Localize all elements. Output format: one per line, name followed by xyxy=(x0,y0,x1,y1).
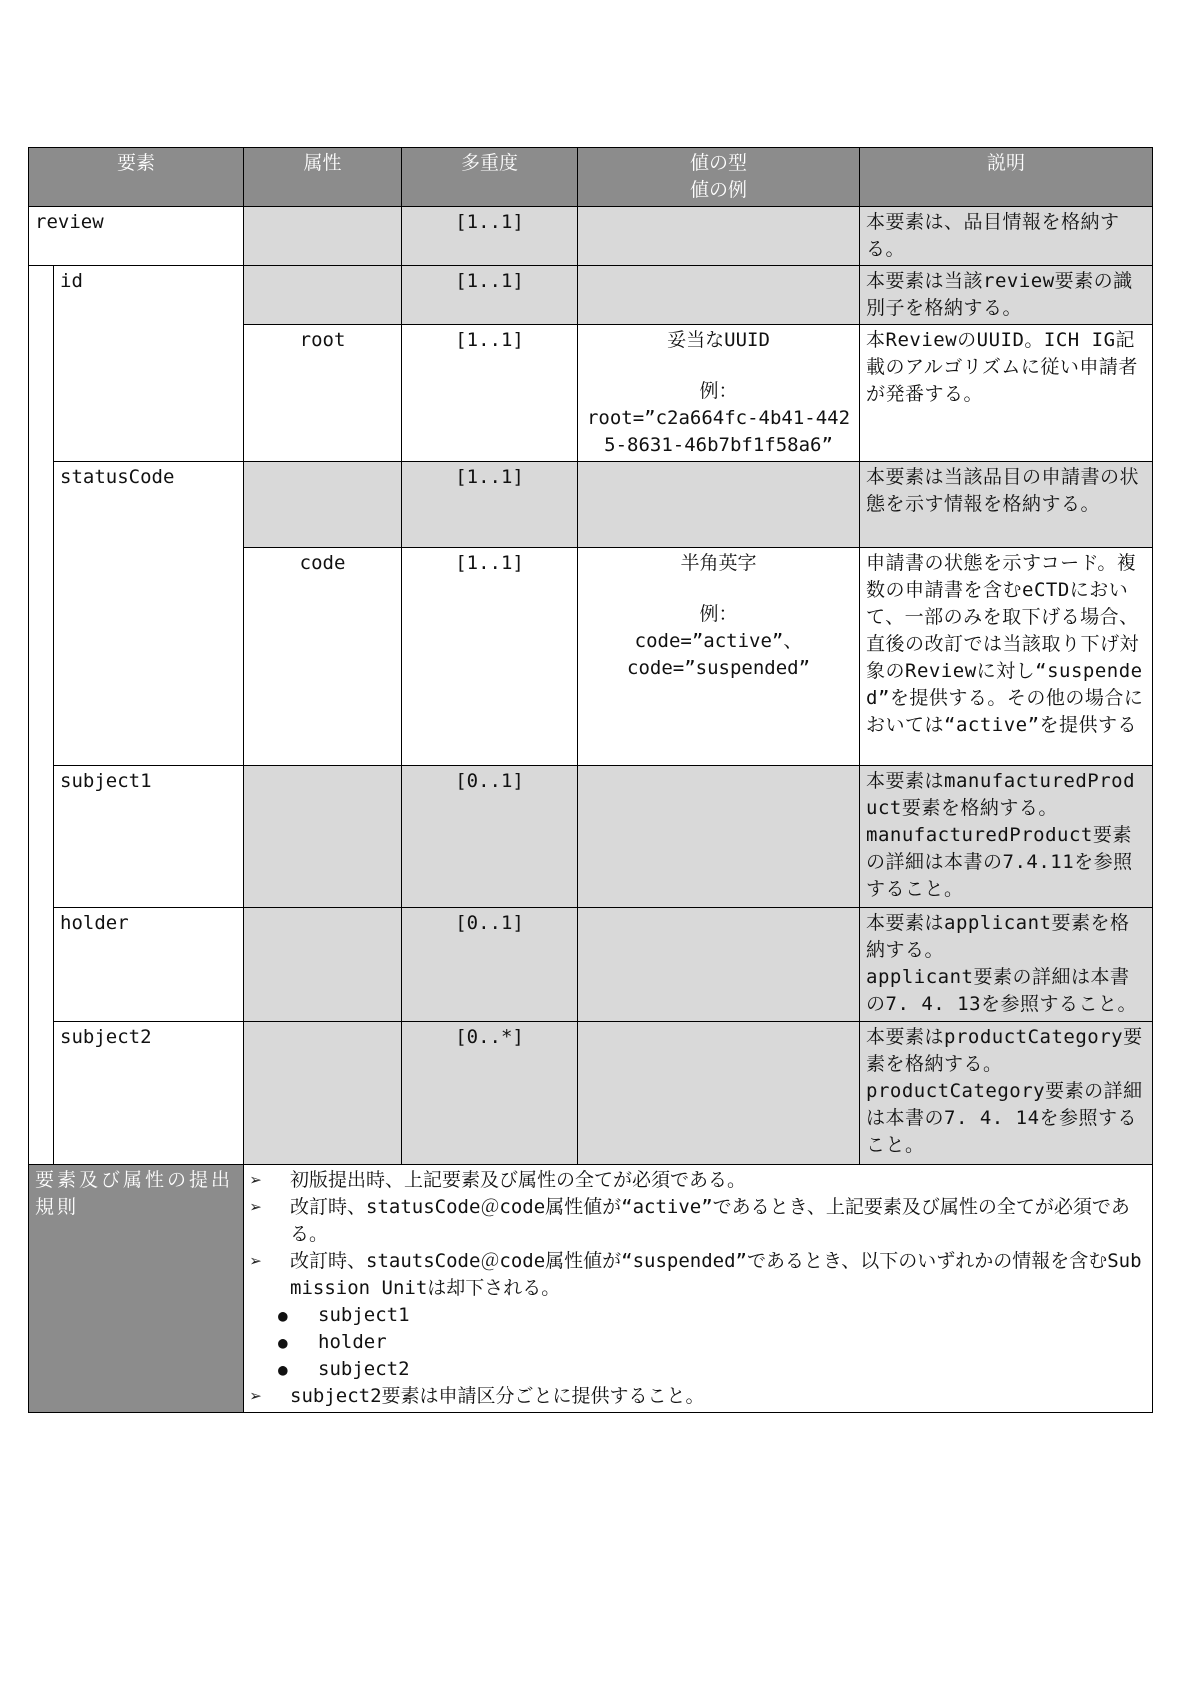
list-item xyxy=(250,1302,1146,1329)
table-row-subject1 xyxy=(29,766,1153,908)
dot-bullet-icon: ● xyxy=(278,1333,288,1352)
value-type-cell xyxy=(578,908,860,1022)
header-element: 要素 xyxy=(29,148,244,207)
header-value-type-label: 値の型 xyxy=(690,152,748,174)
table-row-id xyxy=(29,266,1153,325)
description-line: 本要素はproductCategory要素を格納する。 xyxy=(866,1026,1143,1075)
attribute-cell xyxy=(244,766,402,908)
table-row-rules xyxy=(29,1165,1153,1413)
description-cell xyxy=(860,908,1153,1022)
value-type-cell xyxy=(578,462,860,548)
indent-column xyxy=(29,266,54,1165)
description-line: manufacturedProduct要素の詳細は本書の7.4.11を参照すること。 xyxy=(866,824,1133,900)
arrow-bullet-icon: ➢ xyxy=(250,1384,263,1408)
attribute-cell xyxy=(244,462,402,548)
cardinality-cell: [1..1] xyxy=(402,266,578,325)
description-cell: 本要素は当該品目の申請書の状態を示す情報を格納する。 xyxy=(860,462,1153,548)
list-item xyxy=(250,1329,1146,1356)
rules-label: 要素及び属性の提出規則 xyxy=(29,1165,244,1413)
rule-text: subject2要素は申請区分ごとに提供すること。 xyxy=(290,1385,705,1407)
rule-item xyxy=(250,1383,1146,1410)
description-line: productCategory要素の詳細は本書の7. 4. 14を参照すること。 xyxy=(866,1080,1143,1156)
description-line: 本要素はapplicant要素を格納する。 xyxy=(866,912,1130,961)
value-type: 妥当なUUID xyxy=(667,329,770,351)
element-cell: holder xyxy=(54,908,244,1022)
description-line: 本要素はmanufacturedProduct要素を格納する。 xyxy=(866,770,1136,819)
rule-text: 改訂時、stautsCode＠code属性値が“suspended”であるとき、以下のいずれかの情報を含むSubmission Unitは却下される。 xyxy=(290,1250,1142,1299)
rule-text: 初版提出時、上記要素及び属性の全てが必須である。 xyxy=(290,1169,747,1191)
header-description: 説明 xyxy=(860,148,1153,207)
description-cell: 本要素は、品目情報を格納する。 xyxy=(860,207,1153,266)
element-cell: id xyxy=(54,266,244,462)
spec-table xyxy=(28,147,1153,1413)
description-cell: 申請書の状態を示すコード。複数の申請書を含むeCTDにおいて、一部のみを取下げる場合、直後の改訂では当該取り下げ対象のReviewに対し“suspended”を提供する。その他の場合においては“active”を提供する xyxy=(860,548,1153,766)
list-item-text: subject1 xyxy=(318,1304,410,1326)
cardinality-cell: [0..1] xyxy=(402,766,578,908)
cardinality-cell: [1..1] xyxy=(402,207,578,266)
cardinality-cell: [1..1] xyxy=(402,548,578,766)
cardinality-cell: [0..1] xyxy=(402,908,578,1022)
example-label: 例： xyxy=(699,603,738,625)
value-type-cell xyxy=(578,325,860,462)
list-item xyxy=(250,1356,1146,1383)
attribute-cell xyxy=(244,1022,402,1165)
element-cell: statusCode xyxy=(54,462,244,766)
example-value: code=”active”、 xyxy=(634,630,803,652)
description-cell xyxy=(860,766,1153,908)
description-cell: 本ReviewのUUID。ICH IG記載のアルゴリズムに従い申請者が発番する。 xyxy=(860,325,1153,462)
attribute-cell xyxy=(244,207,402,266)
list-item-text: subject2 xyxy=(318,1358,410,1380)
arrow-bullet-icon: ➢ xyxy=(250,1195,263,1219)
example-value: root=”c2a664fc-4b41-4425-8631-46b7bf1f58a6” xyxy=(586,407,851,456)
header-cardinality: 多重度 xyxy=(402,148,578,207)
rule-text: 改訂時、statusCode＠code属性値が“active”であるとき、上記要素及び属性の全てが必須である。 xyxy=(290,1196,1130,1245)
value-type: 半角英字 xyxy=(680,552,757,574)
rule-item xyxy=(250,1167,1146,1194)
table-row-review xyxy=(29,207,1153,266)
attribute-cell: root xyxy=(244,325,402,462)
dot-bullet-icon: ● xyxy=(278,1306,288,1325)
table-row-subject2 xyxy=(29,1022,1153,1165)
description-cell: 本要素は当該review要素の識別子を格納する。 xyxy=(860,266,1153,325)
rule-item xyxy=(250,1194,1146,1248)
attribute-cell xyxy=(244,266,402,325)
attribute-cell: code xyxy=(244,548,402,766)
example-value: code=”suspended” xyxy=(627,657,811,679)
attribute-cell xyxy=(244,908,402,1022)
table-row-holder xyxy=(29,908,1153,1022)
cardinality-cell: [1..1] xyxy=(402,462,578,548)
arrow-bullet-icon: ➢ xyxy=(250,1168,263,1192)
cardinality-cell: [1..1] xyxy=(402,325,578,462)
element-cell: subject1 xyxy=(54,766,244,908)
description-line: applicant要素の詳細は本書の7. 4. 13を参照すること。 xyxy=(866,966,1138,1015)
example-label: 例： xyxy=(699,380,738,402)
rules-cell xyxy=(244,1165,1153,1413)
cardinality-cell: [0..*] xyxy=(402,1022,578,1165)
header-value-type xyxy=(578,148,860,207)
value-type-cell xyxy=(578,266,860,325)
description-cell xyxy=(860,1022,1153,1165)
value-type-cell xyxy=(578,548,860,766)
element-cell: subject2 xyxy=(54,1022,244,1165)
value-type-cell xyxy=(578,766,860,908)
arrow-bullet-icon: ➢ xyxy=(250,1249,263,1273)
table-row-statuscode xyxy=(29,462,1153,548)
element-cell: review xyxy=(29,207,244,266)
list-item-text: holder xyxy=(318,1331,387,1353)
header-row xyxy=(29,148,1153,207)
header-attribute: 属性 xyxy=(244,148,402,207)
value-type-cell xyxy=(578,207,860,266)
header-value-example-label: 値の例 xyxy=(690,179,748,201)
dot-bullet-icon: ● xyxy=(278,1360,288,1379)
rule-item xyxy=(250,1248,1146,1302)
value-type-cell xyxy=(578,1022,860,1165)
